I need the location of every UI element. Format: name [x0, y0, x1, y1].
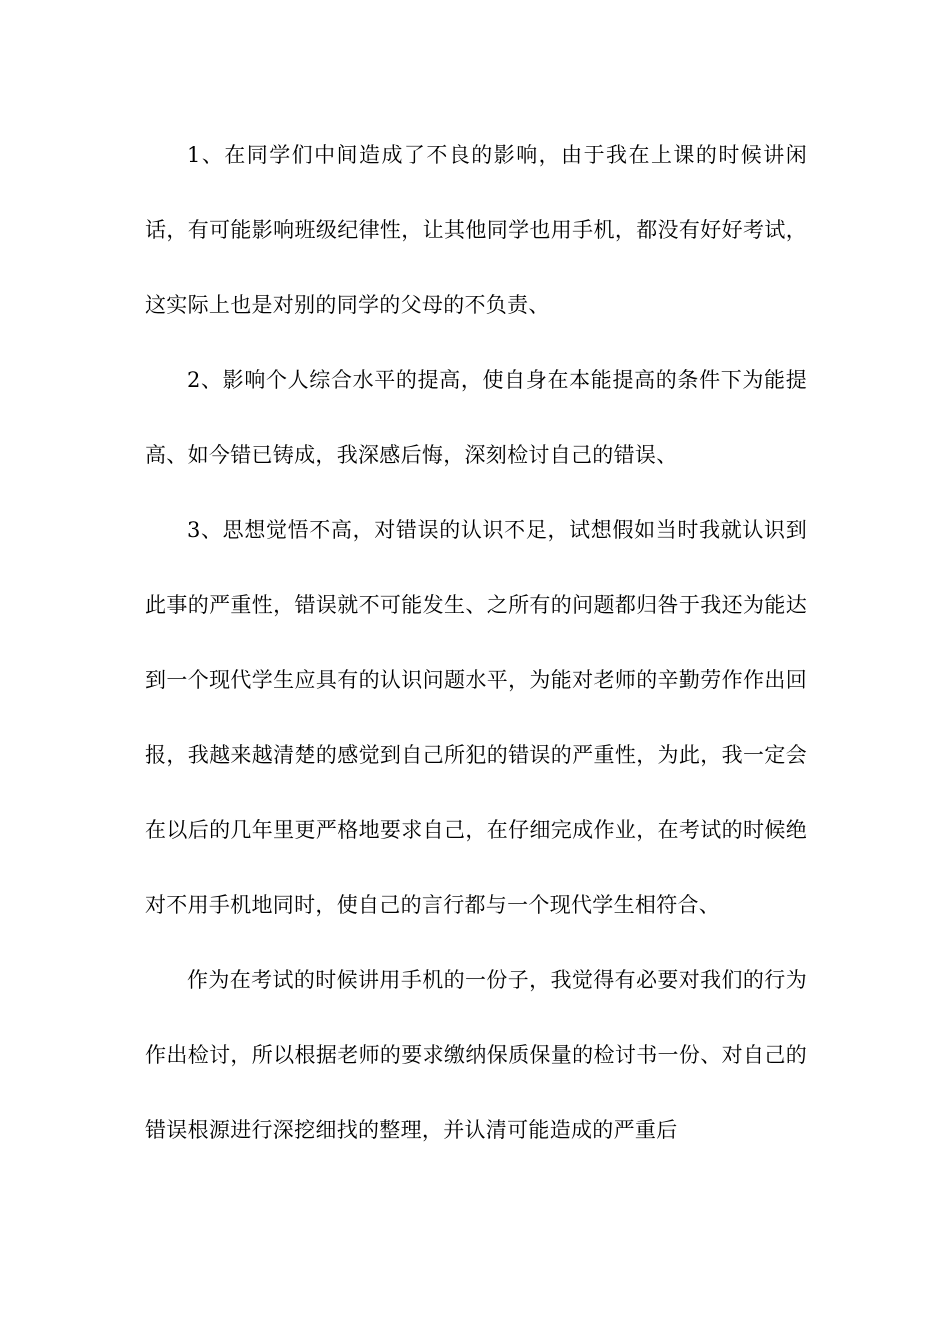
document-body	[145, 118, 807, 1168]
paragraph-3: 3、思想觉悟不高，对错误的认识不足，试想假如当时我就认识到此事的严重性，错误就不可能发生、之所有的问题都归咎于我还为能达到一个现代学生应具有的认识问题水平，为能对老师的辛勤劳作作出回报，我越来越清楚的感觉到自己所犯的错误的严重性，为此，我一定会在以后的几年里更严格地要求自己，在仔细完成作业，在考试的时候绝对不用手机地同时，使自己的言行都与一个现代学生相符合、	[145, 518, 807, 917]
paragraph-1: 1、在同学们中间造成了不良的影响，由于我在上课的时候讲闲话，有可能影响班级纪律性，让其他同学也用手机，都没有好好考试，这实际上也是对别的同学的父母的不负责、	[145, 143, 807, 317]
paragraph-4: 作为在考试的时候讲用手机的一份子，我觉得有必要对我们的行为作出检讨，所以根据老师的要求缴纳保质保量的检讨书一份、对自己的错误根源进行深挖细找的整理，并认清可能造成的严重后	[145, 968, 807, 1142]
paragraph-2: 2、影响个人综合水平的提高，使自身在本能提高的条件下为能提高、如今错已铸成，我深感后悔，深刻检讨自己的错误、	[145, 368, 807, 467]
